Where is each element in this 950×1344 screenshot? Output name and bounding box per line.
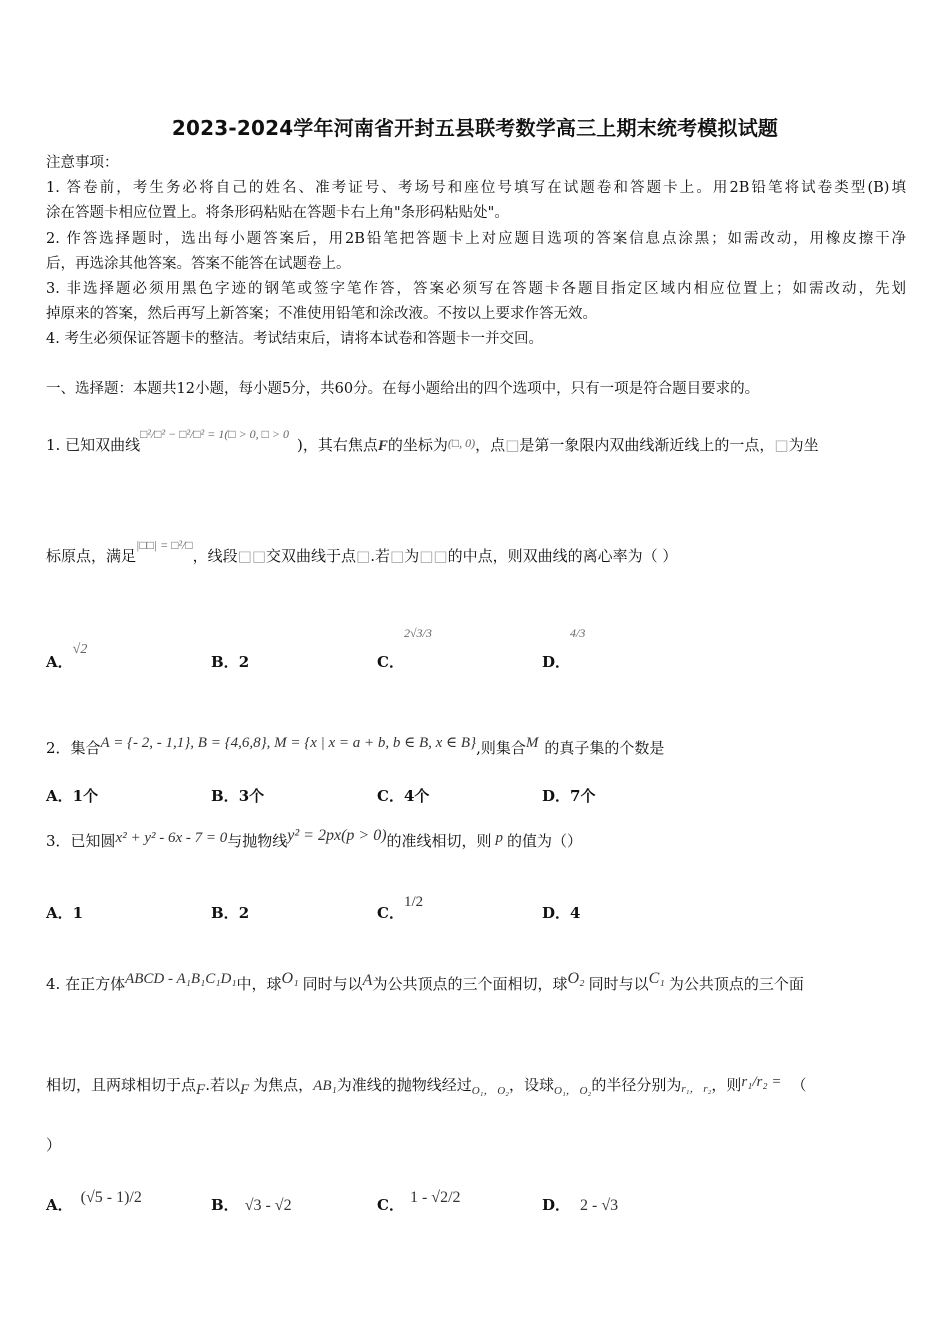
question-4-line-2: 相切，且两球相切于点F.若以F 为焦点，AB₁为准线的抛物线经过$_{O_1, O_2}$，设球$_{O_1, O_2}$的半径分别为r₁， r₂，则r₁/r₂ = （ — [46, 1074, 807, 1098]
question-4-line-1: 4. 在正方体ABCD - A₁B₁C₁D₁中，球O₁ 同时与以A为公共顶点的三个面相切，球O₂ 同时与以C₁ 为公共顶点的三个面 — [46, 970, 804, 993]
condition-equation: |□□| = □²/□ — [136, 538, 193, 552]
option-b[interactable]: B．2 — [211, 653, 250, 671]
option-a[interactable]: A．√2 — [46, 642, 88, 671]
option-c[interactable]: C．1/2 — [377, 894, 424, 922]
radius-ratio: r₁/r₂ = — [741, 1074, 782, 1090]
option-a[interactable]: A．1 — [46, 904, 84, 922]
notice-line: 2. 作答选择题时，选出每小题答案后，用2B铅笔把答题卡上对应题目选项的答案信息点涂黑；如需改动，用橡皮擦干净 — [46, 231, 906, 247]
option-b[interactable]: B．2 — [211, 904, 250, 922]
page-title: 2023-2024学年河南省开封五县联考数学高三上期末统考模拟试题 — [171, 116, 779, 140]
question-1-line-1: 1. 已知双曲线$^{□^2/□^2 - □^2/□^2 = 1(□ > 0, □ > 0}$)，其右焦点F的坐标为$^{(□, 0)}$，点□是第一象限内双曲线渐近线上的一点，□为坐 — [46, 427, 819, 454]
option-d[interactable]: D．4 — [542, 904, 581, 922]
notice-line: 涂在答题卡相应位置上。将条形码粘贴在答题卡右上角"条形码粘贴处"。 — [46, 205, 509, 221]
cube-name: ABCD - A₁B₁C₁D₁ — [125, 971, 237, 987]
option-a[interactable]: A． (√5 - 1)/2 — [46, 1189, 142, 1214]
question-2: 2．集合A = {- 2, - 1,1}, B = {4,6,8}, M = {x | x = a + b, b ∈ B, x ∈ B},则集合M 的真子集的个数是 — [46, 735, 665, 757]
hyperbola-equation: □²/□² − □²/□² = 1(□ > 0, □ > 0 — [140, 427, 290, 441]
option-c[interactable]: C． 1 - √2/2 — [377, 1189, 461, 1214]
option-b[interactable]: B． √3 - √2 — [211, 1196, 292, 1214]
notice-line: 后，再选涂其他答案。答案不能答在试题卷上。 — [46, 256, 351, 272]
set-definition: A = {- 2, - 1,1}, B = {4,6,8}, M = {x | x = a + b, b ∈ B, x ∈ B} — [100, 735, 477, 751]
option-a[interactable]: A．1个 — [46, 787, 99, 805]
option-c[interactable]: C．4个 — [377, 787, 430, 805]
option-b[interactable]: B．3个 — [211, 787, 265, 805]
notice-heading: 注意事项： — [46, 155, 119, 171]
circle-equation: x² + y² - 6x - 7 = 0 — [115, 830, 228, 846]
question-4-line-3: ） — [46, 1136, 62, 1154]
notice-line: 1. 答卷前，考生务必将自己的姓名、准考证号、考场号和座位号填写在试题卷和答题卡上。用2B铅笔将试卷类型(B)填 — [46, 180, 906, 196]
parabola-equation: y² = 2px(p > 0) — [287, 827, 387, 844]
option-d[interactable]: D． 2 - √3 — [542, 1196, 619, 1214]
question-3: 3．已知圆x² + y² - 6x - 7 = 0与抛物线y² = 2px(p > 0)的准线相切，则 p 的值为（） — [46, 827, 583, 850]
notice-line: 3. 非选择题必须用黑色字迹的钢笔或签字笔作答，答案必须写在答题卡各题目指定区域内相应位置上；如需改动，先划 — [46, 281, 906, 297]
notice-line: 4. 考生必须保证答题卡的整洁。考试结束后，请将本试卷和答题卡一并交回。 — [46, 331, 543, 347]
section-heading: 一、选择题：本题共12小题，每小题5分，共60分。在每小题给出的四个选项中，只有一项是符合题目要求的。 — [46, 381, 760, 397]
focus-coordinate: (□, 0) — [447, 436, 476, 450]
question-1-line-2: 标原点，满足$^{|□□| = □^2/□}$，线段□□交双曲线于点□.若□为□□的中点，则双曲线的离心率为（ ） — [46, 538, 678, 565]
option-d[interactable]: D．7个 — [542, 787, 596, 805]
option-c[interactable]: C．$^{2√3/3}$ — [377, 626, 432, 671]
notice-line: 掉原来的答案，然后再写上新答案；不准使用铅笔和涂改液。不按以上要求作答无效。 — [46, 306, 597, 322]
option-d[interactable]: D．$^{4/3}$ — [542, 626, 586, 671]
